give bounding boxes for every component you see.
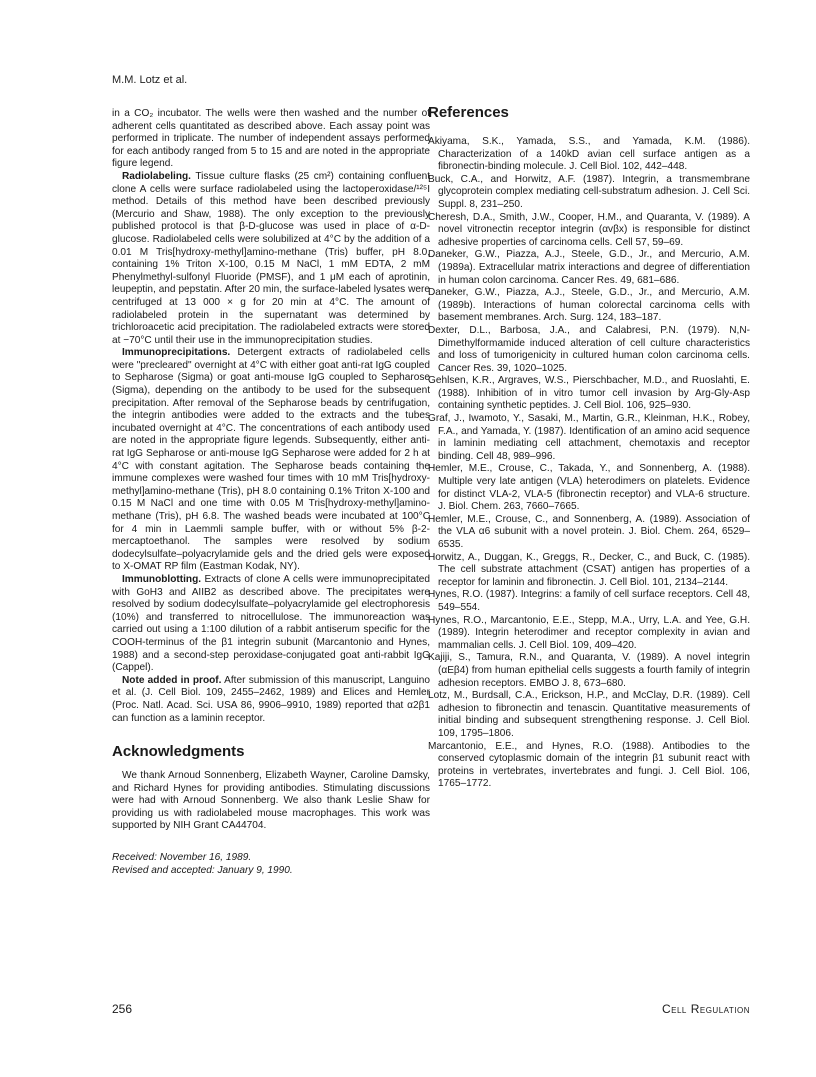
left-column (112, 108, 430, 877)
immunoblotting-paragraph (112, 574, 430, 675)
reference-item: Kajiji, S., Tamura, R.N., and Quaranta, V. (1989). A novel integrin (αEβ4) from human epithelial cells suggests a fourth family of integrin adhesion receptors. EMBO J. 8, 673–680. (428, 652, 750, 689)
reference-item: Hynes, R.O. (1987). Integrins: a family of cell surface receptors. Cell 48, 549–554. (428, 589, 750, 613)
reference-item: Hynes, R.O., Marcantonio, E.E., Stepp, M.A., Urry, L.A. and Yee, G.H. (1989). Integrin heterodimer and receptor complexity in avian and mammalian cells. J. Cell Biol. 109, 409–420. (428, 614, 750, 651)
immunoprecipitations-paragraph (112, 347, 430, 574)
reference-item: Buck, C.A., and Horwitz, A.F. (1987). Integrin, a transmembrane glycoprotein complex mediating cell-substratum adhesion. J. Cell Sci. Suppl. 8, 231–250. (428, 173, 750, 210)
reference-item: Horwitz, A., Duggan, K., Greggs, R., Decker, C., and Buck, C. (1985). The cell substrate attachment (CSAT) antigen has properties of a receptor for laminin and fibronectin. J. Cell Biol. 101, 2134–2144. (428, 551, 750, 588)
received-date: Received: November 16, 1989. (112, 852, 252, 864)
note-added-text: After submission of this manuscript, Languino et al. (J. Cell Biol. 109, 2455–2462, 1989) and Elices and Hemler (Proc. Natl. Acad. Sci. USA 86, 9906–9910, 1989) reported that α2β1 can function as a laminin receptor. (112, 674, 430, 724)
running-head: M.M. Lotz et al. (112, 74, 188, 86)
note-added-heading: Note added in proof. (122, 674, 222, 686)
reference-item: Dexter, D.L., Barbosa, J.A., and Calabresi, P.N. (1979). N,N-Dimethylformamide induced alteration of cell culture characteristics and loss of tumorigenicity in cultured human colon carcinoma cells. Cancer Res. 39, 1020–1025. (428, 324, 750, 374)
reference-item: Hemler, M.E., Crouse, C., Takada, Y., and Sonnenberg, A. (1988). Multiple very late antigen (VLA) heterodimers on platelets. Evidence for distinct VLA-2, VLA-5 (fibronectin receptor) and VLA-6 structure. J. Biol. Chem. 263, 7660–7665. (428, 463, 750, 513)
reference-item: Hemler, M.E., Crouse, C., and Sonnenberg, A. (1989). Association of the VLA α6 subunit with a novel protein. J. Biol. Chem. 264, 6529–6535. (428, 513, 750, 550)
note-added-paragraph (112, 675, 430, 725)
intro-paragraph: in a CO₂ incubator. The wells were then washed and the number of adherent cells quantitated as described above. Each assay point was performed in triplicate. The number of independent assays performed for each antibody ranged from 5 to 15 and are noted in the appropriate figure legend. (112, 108, 430, 170)
immunoblotting-heading: Immunoblotting. (122, 573, 202, 585)
immunoprecipitations-text: Detergent extracts of radiolabeled cells were "precleared" overnight at 4°C with either goat anti-rat IgG coupled to Sepharose (Sigma) or goat anti-mouse IgG coupled to Sepharose (Sigma), depending on the antibody to be used for the subsequent precipitation. After removal of the Sepharose beads by centrifugation, the integrin antibodies were added to the extracts and the tubes incubated overnight at 4°C. The concentrations of each antibody used are noted in the appropriate figure legends. Subsequently, either anti-rat IgG Sepharose or anti-mouse IgG Sepharose were added for 2 h at 4°C with constant agitation. The Sepharose beads containing the immune complexes were washed four times with 10 mM Tris[hydroxy-methyl]amino-methane (Tris), pH 8.0 containing 0.1% Triton X-100 and 0.15 M NaCl and one time with 0.05 M Tris[hydroxy-methyl]amino-methane (Tris), pH 6.8. The washed beads were incubated at 100°C for 4 min in Laemmli sample buffer, with or without 5% β-2-mercaptoethanol. The samples were resolved by sodium dodecylsulfate–polyacrylamide gels and the dried gels were exposed to X-OMAT RP film (Eastman Kodak, NY). (112, 347, 430, 573)
page-number: 256 (112, 1002, 133, 1016)
reference-item: Gehlsen, K.R., Argraves, W.S., Pierschbacher, M.D., and Ruoslahti, E. (1988). Inhibition of in vitro tumor cell invasion by Arg-Gly-Asp containing synthetic peptides. J. Cell Biol. 106, 925–930. (428, 375, 750, 412)
journal-name: Cell Regulation (661, 1002, 750, 1016)
radiolabeling-paragraph (112, 171, 430, 347)
acknowledgments-text: We thank Arnoud Sonnenberg, Elizabeth Wayner, Caroline Damsky, and Richard Hynes for providing antibodies. Stimulating discussions were had with Arnoud Sonnenberg. We also thank Leslie Shaw for providing us with radiolabeled mouse macrophages. This work was supported by NIH Grant CA44704. (112, 770, 430, 832)
revised-date: Revised and accepted: January 9, 1990. (112, 865, 293, 877)
reference-item: Graf, J., Iwamoto, Y., Sasaki, M., Martin, G.R., Kleinman, H.K., Robey, F.A., and Yamada, Y. (1987). Identification of an amino acid sequence in laminin mediating cell attachment, chemotaxis and receptor binding. Cell 48, 989–996. (428, 413, 750, 462)
acknowledgments-title: Acknowledgments (112, 743, 245, 761)
manuscript-dates (112, 851, 430, 877)
references-title: References (428, 104, 509, 121)
references-column (428, 104, 750, 791)
reference-item: Cheresh, D.A., Smith, J.W., Cooper, H.M., and Quaranta, V. (1989). A novel vitronectin receptor integrin (αvβx) is responsible for distinct adhesive properties of carcinoma cells. Cell 57, 59–69. (428, 211, 750, 248)
radiolabeling-text: Tissue culture flasks (25 cm²) containing confluent clone A cells were surface radiolabeled using the lactoperoxidase/¹²⁵I method. Details of this method have been described previously (Mercurio and Shaw, 1988). The only exception to the previously published protocol is that β-D-glucose was used in place of α-D-glucose. Radiolabeled cells were solubilized at 4°C by the addition of a 0.01 M Tris[hydroxy-methyl]amino-methane (Tris) buffer, pH 8.0, containing 1% Triton X-100, 0.15 M NaCl, 1 mM EDTA, 2 mM Phenylmethyl-sulfonyl Fluoride (PMSF), and 1 μM each of aprotinin, leupeptin, and pepstatin. After 20 min, the surface-labeled lysates were centrifuged at 13 000 × g for 20 min at 4°C. The amount of radiolabeled protein in the supernatant was determined by trichloroacetic acid precipitation. The radiolabeled extracts were stored at −70°C until their use in the immunoprecipitation studies. (112, 170, 430, 346)
radiolabeling-heading: Radiolabeling. (122, 170, 191, 182)
reference-item: Lotz, M., Burdsall, C.A., Erickson, H.P., and McClay, D.R. (1989). Cell adhesion to fibronectin and tenascin. Quantitative measurements of initial binding and subsequent strengthening response. J. Cell Biol. 109, 1795–1806. (428, 690, 750, 739)
reference-item: Akiyama, S.K., Yamada, S.S., and Yamada, K.M. (1986). Characterization of a 140kD avian cell surface antigen as a fibronectin-binding molecule. J. Cell Biol. 102, 442–448. (428, 136, 750, 173)
reference-item: Daneker, G.W., Piazza, A.J., Steele, G.D., Jr., and Mercurio, A.M. (1989b). Interactions of human colorectal carcinoma cells with basement membranes. Arch. Surg. 124, 183–187. (428, 287, 750, 324)
reference-item: Marcantonio, E.E., and Hynes, R.O. (1988). Antibodies to the conserved cytoplasmic domain of the integrin β1 subunit react with proteins in vertebrates, invertebrates and fungi. J. Cell Biol. 106, 1765–1772. (428, 740, 750, 790)
immunoblotting-text: Extracts of clone A cells were immunoprecipitated with GoH3 and AIIB2 as described above. The precipitates were resolved by sodium dodecylsulfate–polyacrylamide gel electrophoresis (10%) and transferred to nitrocellulose. The immunoreaction was carried out using a 1:100 dilution of a rabbit antiserum specific for the COOH-terminus of the β1 integrin subunit (Marcantonio and Hynes, 1988) and a second-step peroxidase-conjugated goat anti-rabbit IgG (Cappel). (112, 573, 430, 674)
immunoprecipitations-heading: Immunoprecipitations. (122, 347, 231, 359)
reference-item: Daneker, G.W., Piazza, A.J., Steele, G.D., Jr., and Mercurio, A.M. (1989a). Extracellular matrix interactions and degree of differentiation in human colon carcinoma. Cancer Res. 49, 681–686. (428, 249, 750, 286)
